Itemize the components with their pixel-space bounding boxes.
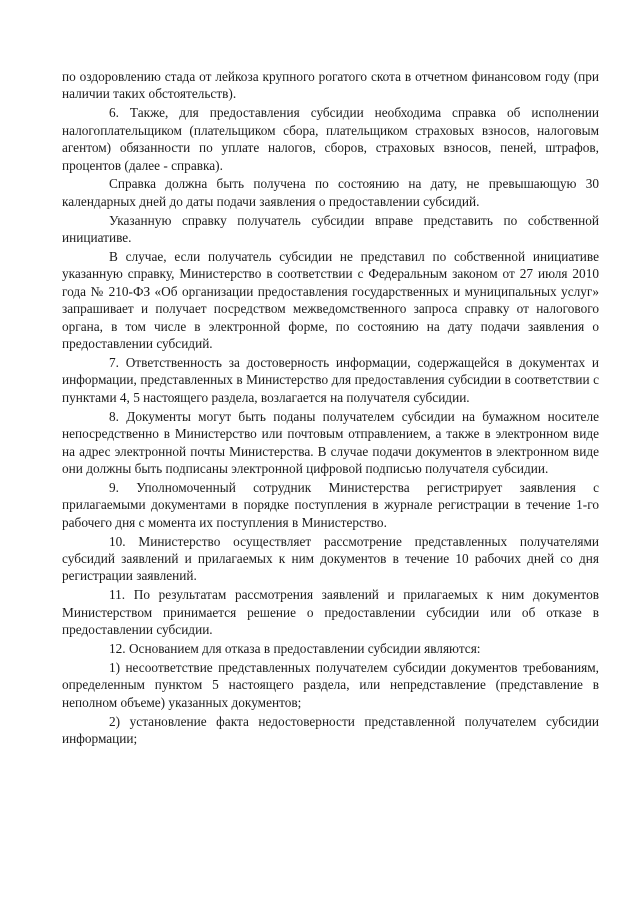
paragraph-item-9: 9. Уполномоченный сотрудник Министерства регистрирует заявления с прилагаемыми документами в порядке поступления в журнале регистрации в течение 1-го рабочего дня с момента их поступления в Министерство. bbox=[62, 479, 599, 530]
paragraph-item-12-1: 1) несоответствие представленных получателем субсидии документов требованиям, определенным пунктом 5 настоящего раздела, или непредставление (представление в неполном объеме) указанных документов; bbox=[62, 659, 599, 710]
paragraph-own-initiative: Указанную справку получатель субсидии вправе представить по собственной инициативе. bbox=[62, 212, 599, 246]
paragraph-item-12: 12. Основанием для отказа в предоставлении субсидии являются: bbox=[109, 641, 481, 656]
paragraph-certificate-date: Справка должна быть получена по состоянию на дату, не превышающую 30 календарных дней до даты подачи заявления о предоставлении субсидий. bbox=[62, 176, 599, 209]
paragraph-item-7: 7. Ответственность за достоверность информации, содержащейся в документах и информации, представленных в Министерство для предоставления субсидии в соответствии с пунктами 4, 5 настоящего раздела, возлагается на получателя субсидии. bbox=[62, 355, 599, 405]
paragraph-item-11: 11. По результатам рассмотрения заявлений и прилагаемых к ним документов Министерством принимается решение о предоставлении субсидии или об отказе в предоставлении субсидии. bbox=[62, 587, 599, 638]
document-body bbox=[62, 68, 599, 749]
paragraph-item-10: 10. Министерство осуществляет рассмотрение представленных получателями субсидий заявлений и прилагаемых к ним документов в течение 10 рабочих дней со дня регистрации заявлений. bbox=[62, 533, 599, 584]
paragraph-interagency-request: В случае, если получатель субсидии не представил по собственной инициативе указанную справку, Министерство в соответствии с Федеральным законом от 27 июля 2010 года № 210-ФЗ «Об организации предоставления государственных и муниципальных услуг» запрашивает и получает посредством межведомственного запроса справку от налогового органа, в том числе в электронной форме, по состоянию на дату подачи заявления о предоставлении субсидий. bbox=[62, 249, 599, 352]
paragraph-continuation: по оздоровлению стада от лейкоза крупного рогатого скота в отчетном финансовом году (при наличии таких обстоятельств). bbox=[62, 69, 599, 102]
paragraph-item-8: 8. Документы могут быть поданы получателем субсидии на бумажном носителе непосредственно в Министерство или почтовым отправлением, а также в электронном виде на адрес электронной почты Министерства. В случае подачи документов в электронном виде они должны быть подписаны электронной цифровой подписью получателя субсидии. bbox=[62, 408, 599, 476]
paragraph-item-6: 6. Также, для предоставления субсидии необходима справка об исполнении налогоплательщиком (плательщиком сбора, плательщиком страховых взносов, налоговым агентом) обязанности по уплате налогов, сборов, страховых взносов, пеней, штрафов, процентов (далее - справка). bbox=[62, 105, 599, 173]
paragraph-item-12-2: 2) установление факта недостоверности представленной получателем субсидии информации; bbox=[62, 713, 599, 747]
